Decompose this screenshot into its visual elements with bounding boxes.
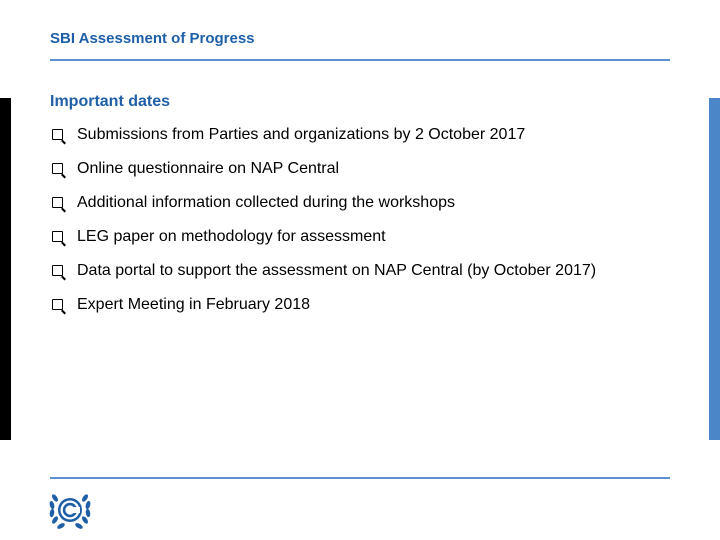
list-item	[50, 226, 650, 248]
section-heading: Important dates	[50, 93, 171, 110]
checkbox-bullet-icon	[52, 197, 63, 208]
footer-divider	[50, 477, 670, 479]
list-item-text: Expert Meeting in February 2018	[77, 296, 311, 313]
list-item-text: Online questionnaire on NAP Central	[77, 160, 340, 177]
list-item-text: LEG paper on methodology for assessment	[77, 228, 386, 245]
checkbox-bullet-icon	[52, 231, 63, 242]
left-accent-bar	[0, 98, 11, 440]
bullet-list	[50, 124, 650, 328]
list-item	[50, 260, 650, 282]
right-accent-bar	[709, 98, 720, 440]
checkbox-bullet-icon	[52, 163, 63, 174]
list-item-text: Submissions from Parties and organizations by 2 October 2017	[77, 126, 526, 143]
checkbox-bullet-icon	[52, 299, 63, 310]
list-item-text: Data portal to support the assessment on NAP Central (by October 2017)	[77, 262, 597, 279]
title-divider	[50, 59, 670, 61]
list-item-text: Additional information collected during the workshops	[77, 194, 455, 211]
checkbox-bullet-icon	[52, 265, 63, 276]
unfccc-logo	[46, 488, 94, 532]
list-item	[50, 294, 650, 316]
checkbox-bullet-icon	[52, 129, 63, 140]
list-item	[50, 124, 650, 146]
list-item	[50, 192, 650, 214]
slide-title: SBI Assessment of Progress	[50, 30, 255, 47]
list-item	[50, 158, 650, 180]
